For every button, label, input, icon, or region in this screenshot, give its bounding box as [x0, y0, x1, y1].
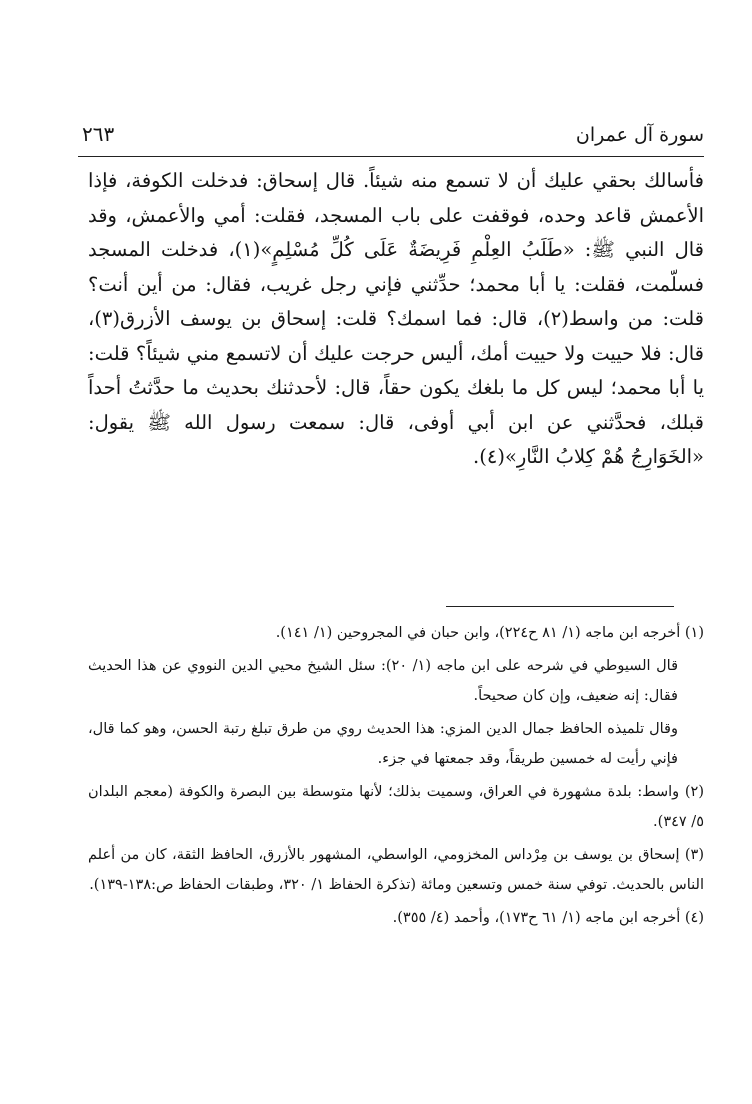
main-paragraph: فأسالك بحقي عليك أن لا تسمع منه شيئاً. قال إسحاق: فدخلت الكوفة، فإذا الأعمش قاعد وحده، فوقفت على باب المسجد، فقلت: أمي والأعمش، وقد قال النبي ﷺ: «طَلَبُ العِلْمِ فَرِيضَةٌ عَلَى كُلِّ مُسْلِمٍ»(١)، فدخلت المسجد فسلّمت، فقلت: يا أبا محمد؛ حدِّثني فإني رجل غريب، فقال: من أين أنت؟ قلت: من واسط(٢)، قال: فما اسمك؟ قلت: إسحاق بن يوسف الأزرق(٣)، قال: فلا حييت ولا حييت أمك، أليس حرجت عليك أن لاتسمع مني شيئاً؟ قلت: يا أبا محمد؛ ليس كل ما بلغك يكون حقاً، قال: لأحدثنك بحديث ما حدَّثتُ أحداً قبلك، فحدَّثني عن ابن أبي أوفى، قال: سمعت رسول الله ﷺ يقول: «الخَوَارِجُ هُمْ كِلابُ النَّارِ»(٤). — [88, 169, 705, 468]
footnote-separator — [446, 606, 674, 607]
main-text — [88, 164, 704, 475]
footnote-1: (١) أخرجه ابن ماجه (١/ ٨١ ح٢٢٤)، وابن حبان في المجروحين (١/ ١٤١). — [275, 625, 704, 641]
footnote-4: (٤) أخرجه ابن ماجه (١/ ٦١ ح١٧٣)، وأحمد (٤/ ٣٥٥). — [392, 909, 704, 926]
running-header — [78, 116, 704, 156]
footnote-2: (٢) واسط: بلدة مشهورة في العراق، وسميت بذلك؛ لأنها متوسطة بين البصرة والكوفة (معجم البلدان ٥/ ٣٤٧). — [88, 783, 704, 830]
footnote-3: (٣) إسحاق بن يوسف بن مِرْداس المخزومي، الواسطي، المشهور بالأزرق، الحافظ الثقة، كان من أعلم الناس بالحديث. توفي سنة خمس وتسعين ومائة (تذكرة الحفاظ ١/ ٣٢٠، وطبقات الحفاظ ص:١٣٨-١٣٩). — [88, 846, 704, 893]
footnotes — [88, 618, 704, 935]
header-rule — [78, 156, 704, 157]
page-title: سورة آل عمران — [575, 124, 704, 146]
footnote-1-comment-suyuti: قال السيوطي في شرحه على ابن ماجه (١/ ٢٠): سئل الشيخ محيي الدين النووي عن هذا الحديث فقال: إنه ضعيف، وإن كان صحيحاً. — [88, 657, 678, 704]
footnote-1-comment-mizzi: وقال تلميذه الحافظ جمال الدين المزي: هذا الحديث روي من طرق تبلغ رتبة الحسن، وهو كما قال، فإني رأيت له خمسين طريقاً، وقد جمعتها في جزء. — [88, 720, 678, 767]
page-number: ٢٦٣ — [82, 122, 115, 146]
